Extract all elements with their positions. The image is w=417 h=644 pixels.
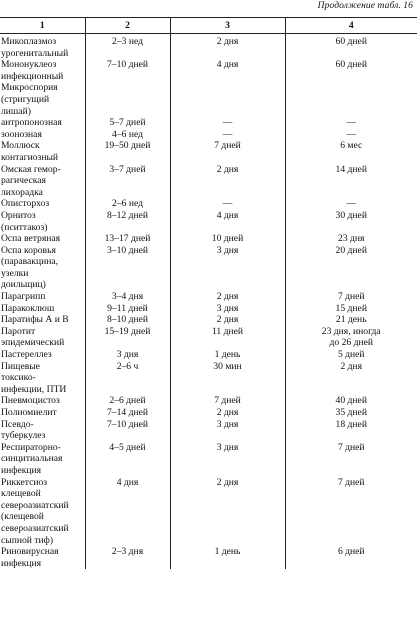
min-cell: 4 дня (170, 210, 285, 233)
table-row (0, 349, 417, 361)
min-cell: 2 дня (170, 477, 285, 547)
min-cell: 3 дня (170, 419, 285, 442)
max-cell: 21 день (285, 314, 417, 326)
min-cell: 3 дня (170, 245, 285, 291)
table-row (0, 419, 417, 442)
disease-cell: Риккетсиоз клещевой североазиатский (клещевой североазиатский сыпной тиф) (1, 476, 69, 546)
incubation-cell: 13–17 дней (85, 233, 170, 245)
table-row (0, 395, 417, 407)
disease-cell: Полиомиелит (1, 407, 57, 418)
table-row (0, 303, 417, 315)
table-row (0, 442, 417, 477)
disease-cell: Описторхоз (1, 198, 50, 210)
max-cell: 20 дней (285, 245, 417, 291)
disease-cell: Микоплазмоз урогенитальный (1, 36, 69, 59)
max-cell: 14 дней (285, 164, 417, 199)
disease-cell: Пневмоцистоз (1, 395, 60, 407)
max-cell: 7 дней (285, 291, 417, 303)
table-row (0, 210, 417, 233)
incubation-cell: 4–6 нед (85, 129, 170, 141)
table-row (0, 129, 417, 141)
min-cell: 2 дня (170, 314, 285, 326)
min-cell: 2 дня (170, 34, 285, 60)
incubation-cell: 2–6 ч (85, 361, 170, 396)
table-body (0, 34, 417, 570)
disease-cell: Паратифы А и В (1, 314, 69, 326)
max-cell: 7 дней (285, 477, 417, 547)
incubation-cell: 2–6 нед (85, 198, 170, 210)
disease-cell: антропонозная (1, 117, 62, 129)
table-row (0, 117, 417, 129)
incubation-table (0, 17, 417, 569)
max-cell: 60 дней (285, 34, 417, 60)
disease-cell: Пастереллез (1, 349, 52, 361)
incubation-cell: 5–7 дней (85, 117, 170, 129)
incubation-cell: 7–14 дней (85, 407, 170, 419)
disease-cell: Мононуклеоз инфекционный (1, 59, 64, 82)
table-row (0, 140, 417, 163)
max-cell (285, 82, 417, 117)
incubation-cell: 3–4 дня (85, 291, 170, 303)
max-cell: 2 дня (285, 361, 417, 396)
header-row (0, 18, 417, 34)
disease-cell: Паракоклюш (1, 302, 55, 314)
disease-cell: Оспа коровья (паравакцина, узелки доильщиц) (1, 244, 59, 291)
table-row (0, 245, 417, 291)
min-cell: — (170, 198, 285, 210)
column-header-2: 2 (85, 18, 170, 34)
incubation-cell: 4–5 дней (85, 442, 170, 477)
min-cell: 4 дня (170, 59, 285, 82)
table-header (0, 18, 417, 34)
max-cell: 7 дней (285, 442, 417, 477)
table-row (0, 314, 417, 326)
min-cell: 2 дня (170, 164, 285, 199)
table-row (0, 361, 417, 396)
disease-cell: Омская гемор- рагическая лихорадка (1, 163, 61, 198)
min-cell: — (170, 129, 285, 141)
min-cell: 11 дней (170, 326, 285, 349)
table-row (0, 82, 417, 117)
incubation-cell: 9–11 дней (85, 303, 170, 315)
incubation-cell: 19–50 дней (85, 140, 170, 163)
max-cell: 18 дней (285, 419, 417, 442)
max-cell: 6 дней (285, 546, 417, 569)
disease-cell: Риновирусная инфекция (1, 546, 59, 569)
disease-cell: Микроспория (стригущий лишай) (1, 82, 58, 117)
min-cell: 7 дней (170, 395, 285, 407)
table-row (0, 164, 417, 199)
min-cell (170, 82, 285, 117)
min-cell: 3 дня (170, 303, 285, 315)
max-cell: 15 дней (285, 303, 417, 315)
max-cell: — (285, 117, 417, 129)
column-header-1: 1 (0, 18, 85, 34)
min-cell: 1 день (170, 546, 285, 569)
table-row (0, 326, 417, 349)
disease-cell: Орнитоз (пситтакоз) (1, 209, 48, 233)
min-cell: 1 день (170, 349, 285, 361)
max-cell: 5 дней (285, 349, 417, 361)
table-row (0, 198, 417, 210)
table-row (0, 407, 417, 419)
min-cell: 2 дня (170, 407, 285, 419)
incubation-cell: 15–19 дней (85, 326, 170, 349)
incubation-cell: 2–3 нед (85, 34, 170, 60)
table-row (0, 477, 417, 547)
table-row (0, 291, 417, 303)
min-cell: 3 дня (170, 442, 285, 477)
disease-cell: Паротит эпидемический (1, 325, 65, 349)
incubation-cell (85, 82, 170, 117)
min-cell: 10 дней (170, 233, 285, 245)
incubation-cell: 3–7 дней (85, 164, 170, 199)
incubation-cell: 2–6 дней (85, 395, 170, 407)
incubation-cell: 7–10 дней (85, 59, 170, 82)
disease-cell: Парагрипп (1, 291, 46, 303)
incubation-cell: 2–3 дня (85, 546, 170, 569)
max-cell: — (285, 129, 417, 141)
incubation-cell: 4 дня (85, 477, 170, 547)
max-cell: 23 дня, иногда до 26 дней (285, 326, 417, 349)
disease-cell: Псевдо- туберкулез (1, 418, 46, 442)
min-cell: 30 мин (170, 361, 285, 396)
incubation-cell: 8–12 дней (85, 210, 170, 233)
min-cell: 7 дней (170, 140, 285, 163)
disease-cell: зоонозная (1, 128, 42, 140)
max-cell: 35 дней (285, 407, 417, 419)
table-row (0, 546, 417, 569)
max-cell: 23 дня (285, 233, 417, 245)
column-header-3: 3 (170, 18, 285, 34)
min-cell: — (170, 117, 285, 129)
max-cell: 40 дней (285, 395, 417, 407)
disease-cell: Оспа ветряная (1, 233, 61, 245)
incubation-cell: 3–10 дней (85, 245, 170, 291)
incubation-cell: 3 дня (85, 349, 170, 361)
max-cell: — (285, 198, 417, 210)
disease-cell: Моллюск контагиозный (1, 140, 59, 163)
min-cell: 2 дня (170, 291, 285, 303)
max-cell: 6 мес (285, 140, 417, 163)
table-caption: Продолжение табл. 16 (317, 1, 413, 11)
max-cell: 30 дней (285, 210, 417, 233)
disease-cell: Респираторно- синцитиальная инфекция (1, 441, 63, 476)
table-row (0, 59, 417, 82)
max-cell: 60 дней (285, 59, 417, 82)
table-row (0, 34, 417, 60)
table-row (0, 233, 417, 245)
incubation-cell: 7–10 дней (85, 419, 170, 442)
column-header-4: 4 (285, 18, 417, 34)
incubation-cell: 8–10 дней (85, 314, 170, 326)
disease-cell: Пищевые токсико- инфекции, ПТИ (1, 360, 67, 395)
